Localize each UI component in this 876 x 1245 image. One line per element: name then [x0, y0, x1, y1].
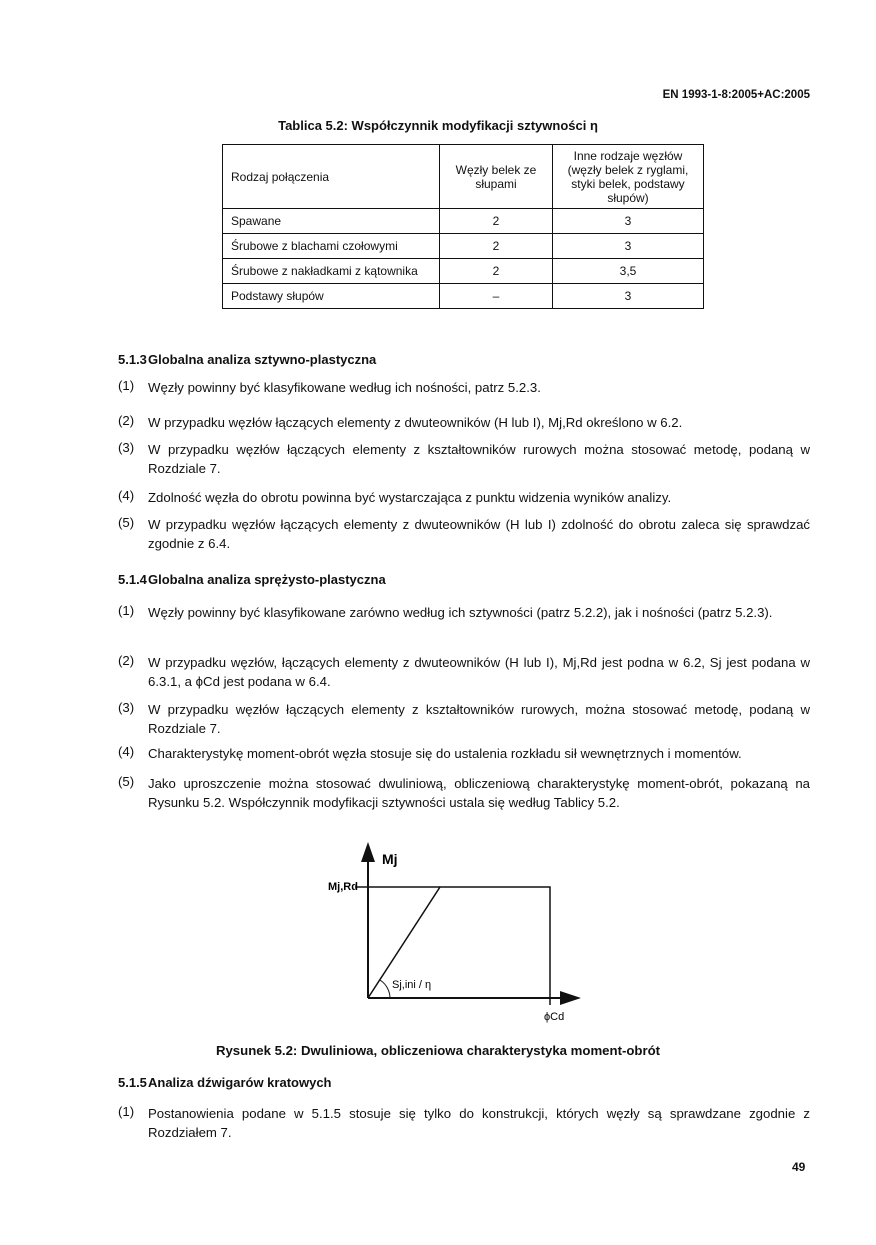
item-number: (2) [118, 413, 135, 428]
y-axis-label: Mj [382, 851, 398, 867]
item-number: (1) [118, 603, 135, 618]
item-number: (2) [118, 653, 135, 668]
cell: 3,5 [553, 259, 704, 284]
item-number: (5) [118, 515, 135, 530]
cell: Spawane [223, 209, 440, 234]
item-number: (1) [118, 1104, 135, 1119]
cell: Podstawy słupów [223, 284, 440, 309]
mjrd-label: Mj,Rd [328, 881, 358, 893]
paragraph: Węzły powinny być klasyfikowane według ich nośności, patrz 5.2.3. [148, 380, 541, 395]
cell: Śrubowe z blachami czołowymi [223, 234, 440, 259]
moment-rotation-figure [300, 820, 620, 1030]
item-number: (4) [118, 744, 135, 759]
header-cell: Węzły belek ze słupami [440, 145, 553, 209]
paragraph: W przypadku węzłów łączących elementy z kształtowników rurowych można stosować metodę, podaną w Rozdziale 7. [148, 442, 810, 476]
y-arrow-icon [361, 842, 375, 862]
section-number: 5.1.4 [118, 572, 147, 587]
standard-header: EN 1993-1-8:2005+AC:2005 [662, 89, 810, 101]
table-header-row [223, 145, 704, 209]
cell: 3 [553, 284, 704, 309]
section-number: 5.1.5 [118, 1075, 147, 1090]
paragraph: W przypadku węzłów łączących elementy z dwuteowników (H lub I) zdolność do obrotu zaleca się sprawdzać zgodnie z 6.4. [148, 517, 810, 551]
cell: – [440, 284, 553, 309]
cell: 2 [440, 234, 553, 259]
table-row [223, 209, 704, 234]
item-number: (4) [118, 488, 135, 503]
cell: 2 [440, 209, 553, 234]
cell: Śrubowe z nakładkami z kątownika [223, 259, 440, 284]
page-number: 49 [792, 1160, 806, 1174]
paragraph: W przypadku węzłów łączących elementy z dwuteowników (H lub I), Mj,Rd określono w 6.2. [148, 415, 683, 430]
phi-cd-label: ϕCd [544, 1011, 565, 1023]
header-cell: Inne rodzaje węzłów (węzły belek z ryglami, styki belek, podstawy słupów) [553, 145, 704, 209]
cell: 3 [553, 234, 704, 259]
stiffness-table [222, 144, 704, 309]
section-title: Globalna analiza sztywno-plastyczna [148, 352, 377, 367]
paragraph: Zdolność węzła do obrotu powinna być wystarczająca z punktu widzenia wyników analizy. [148, 490, 672, 505]
x-arrow-icon [560, 991, 581, 1005]
paragraph: Postanowienia podane w 5.1.5 stosuje się tylko do konstrukcji, których węzły są sprawdzane zgodnie z Rozdziałem 7. [148, 1106, 810, 1140]
table-caption: Tablica 5.2: Współczynnik modyfikacji sztywności η [278, 118, 598, 133]
item-number: (3) [118, 700, 135, 715]
section-title: Globalna analiza sprężysto-plastyczna [148, 572, 386, 587]
section-heading-514 [118, 572, 386, 587]
section-number: 5.1.3 [118, 352, 147, 367]
table-row [223, 259, 704, 284]
section-title: Analiza dźwigarów kratowych [148, 1075, 332, 1090]
item-number: (1) [118, 378, 135, 393]
section-heading-513 [118, 352, 376, 367]
table-row [223, 284, 704, 309]
figure-caption: Rysunek 5.2: Dwuliniowa, obliczeniowa charakterystyka moment-obrót [215, 1043, 661, 1058]
cell: 2 [440, 259, 553, 284]
section-heading-515 [118, 1075, 332, 1090]
header-cell: Rodzaj połączenia [223, 145, 440, 209]
item-number: (3) [118, 440, 135, 455]
cell: 3 [553, 209, 704, 234]
paragraph: W przypadku węzłów, łączących elementy z dwuteowników (H lub I), Mj,Rd jest podna w 6.2, Sj jest podana w 6.3.1, a ϕCd jest podana w 6.4. [148, 655, 810, 689]
paragraph: Charakterystykę moment-obrót węzła stosuje się do ustalenia rozkładu sił wewnętrznych i momentów. [148, 746, 742, 761]
slope-angle-arc [380, 980, 390, 998]
item-number: (5) [118, 774, 135, 789]
paragraph: Jako uproszczenie można stosować dwuliniową, obliczeniową charakterystykę moment-obrót, pokazaną na Rysunku 5.2. Współczynnik modyfikacji sztywności ustala się według Tablicy 5.2. [148, 776, 810, 810]
slope-label: Sj,ini / η [392, 979, 432, 991]
paragraph: W przypadku węzłów łączących elementy z kształtowników rurowych, można stosować metodę, podaną w Rozdziale 7. [148, 702, 810, 736]
table-row [223, 234, 704, 259]
paragraph: Węzły powinny być klasyfikowane zarówno według ich sztywności (patrz 5.2.2), jak i nośności (patrz 5.2.3). [148, 605, 773, 620]
